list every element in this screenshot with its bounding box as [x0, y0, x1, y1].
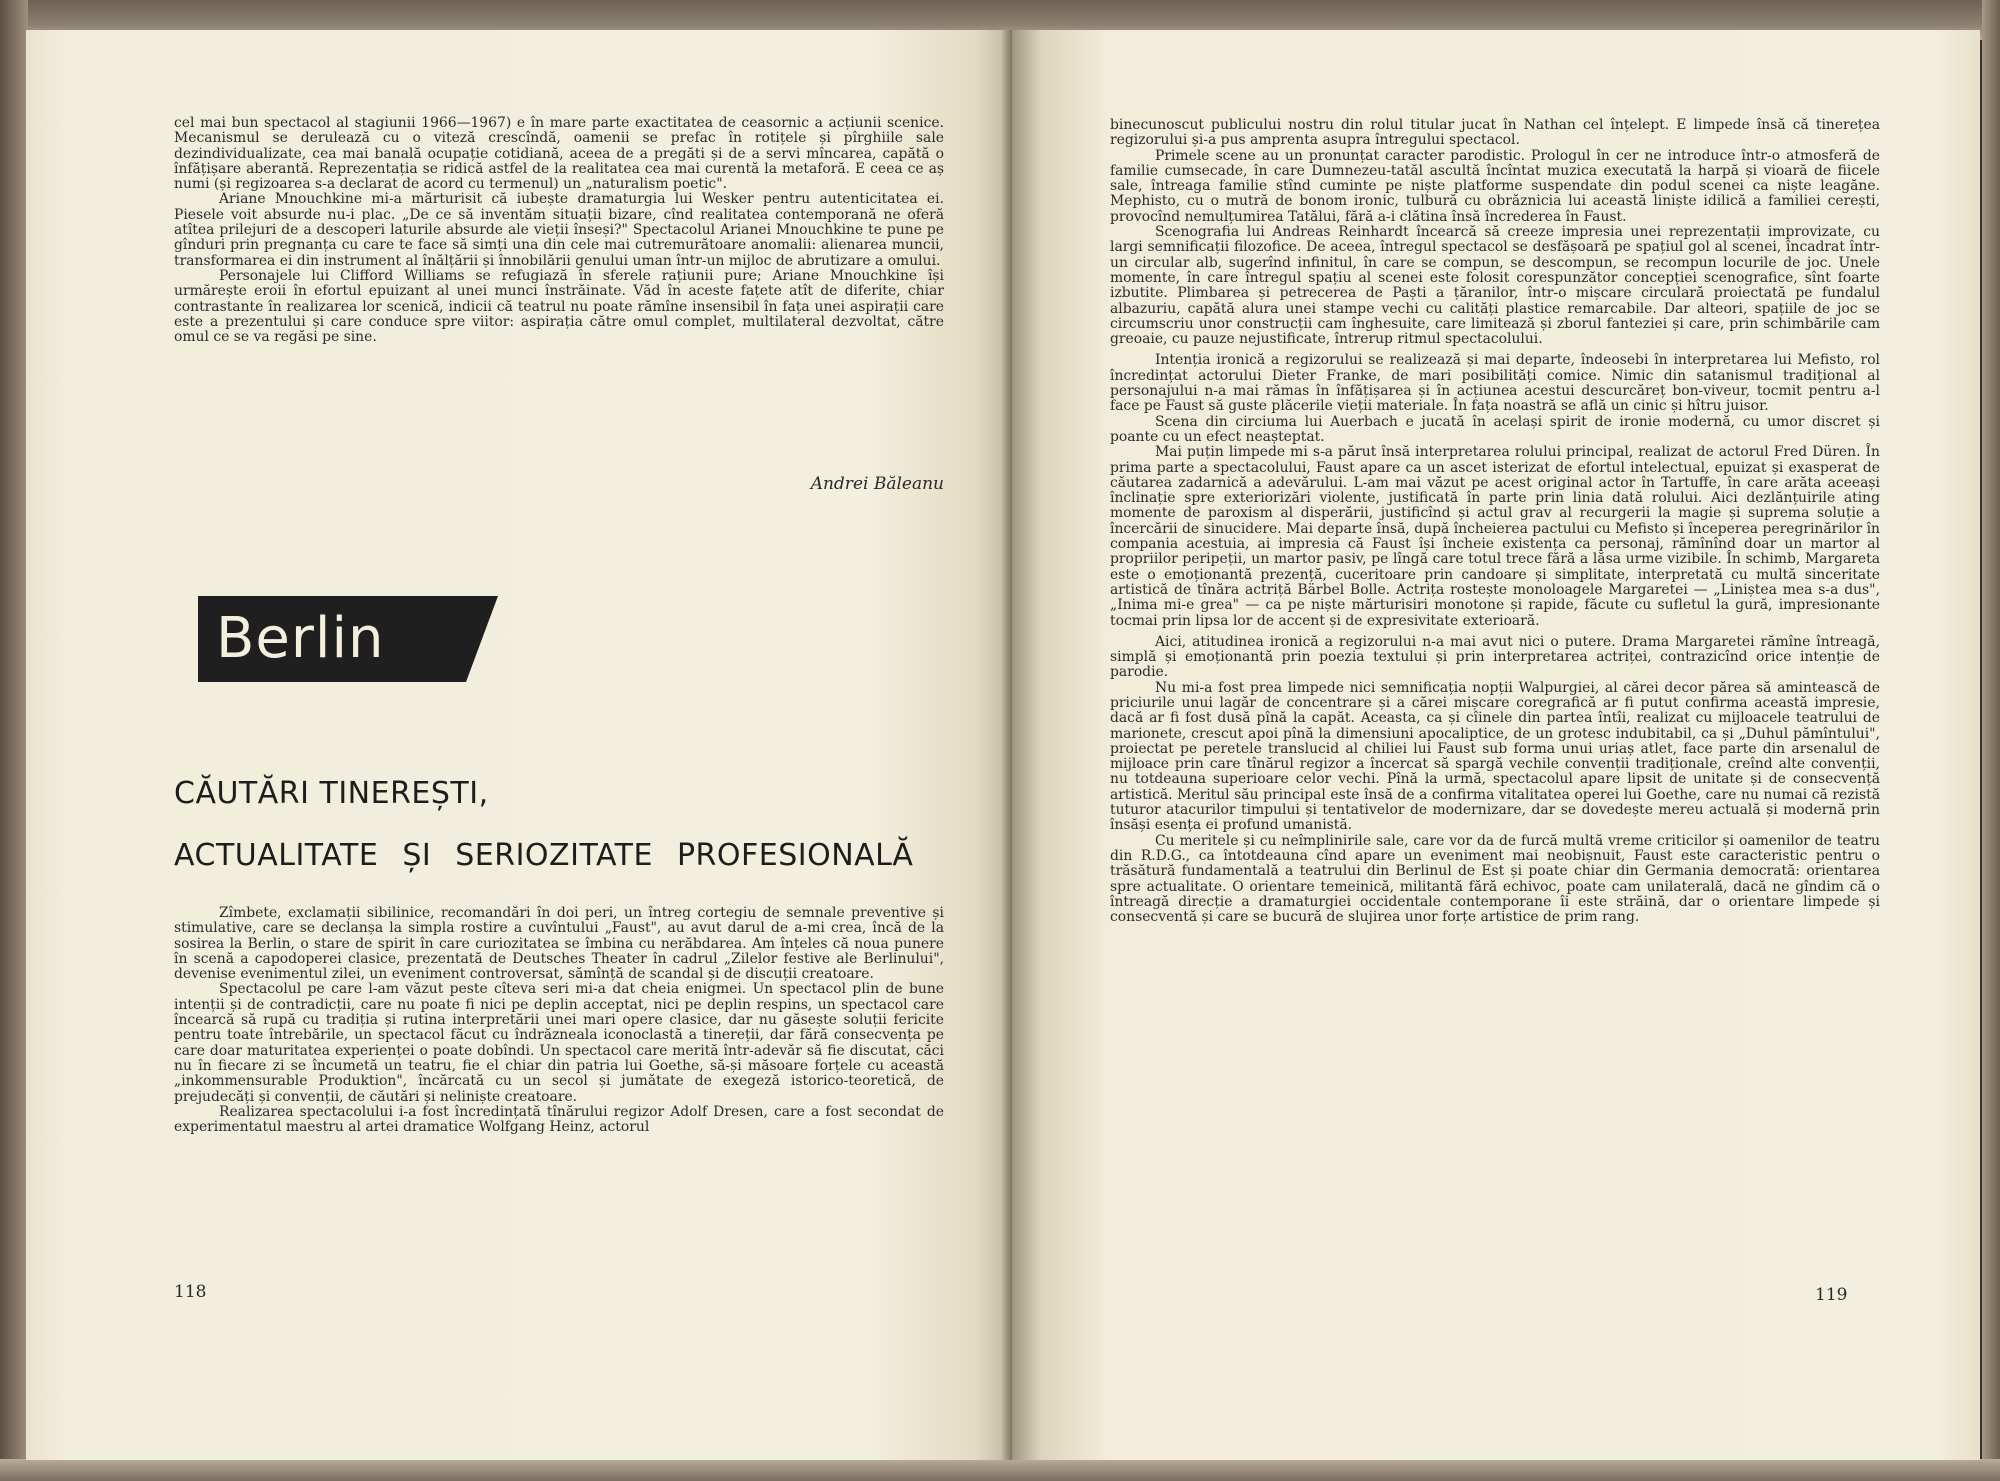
paragraph: Aici, atitudinea ironică a regizorului n-a mai avut nici o putere. Drama Margaretei rămîne întreagă, simplă și emoționantă prin poezia textului și prin interpretarea actriței, contrazicînd orice intenție de parodie. — [1110, 633, 1880, 681]
paragraph: Intenția ironică a regizorului se realizează și mai departe, îndeosebi în interpretarea lui Mefisto, rol încredințat actorului Dieter Franke, de mari posibilități comice. Nimic din satanismul tradițional al personajului n-a mai rămas în înfățișarea și în acțiunea acestui descurcăreț bon-viveur, tocmit pentru a-l face pe Faust să guste plăcerile vieții materiale. În fața noastră se află un cinic și hîtru juisor. — [1110, 352, 1880, 415]
paragraph: Mai puțin limpede mi s-a părut însă interpretarea rolului principal, realizat de actorul Fred Düren. În prima parte a spectacolului, Faust apare ca un ascet isterizat de efortul intelectual, epuizat și exasperat de căutarea zadarnică a adevărului. L-am mai văzut pe acest original actor în Tartuffe, în care arăta aceeași înclinație spre exteriorizări violente, justificată în parte prin linia dată rolului. Aici dezlănțuirile ating momente de paroxism al disperării, justificînd și actul grav al recurgerii la magie și suprema soluție a încercării de sinucidere. Mai departe însă, după încheierea pactului cu Mefisto și începerea peregrinărilor în compania acestuia, ai impresia că Faust își încheie existența ca personaj, rămînînd doar un martor al propriilor peripeții, un martor pasiv, pe lîngă care totul trece fără a lăsa urme vizibile. În schimb, Margareta este o emoționantă prezență, cuceritoare prin candoare și simplitate, interpretată cu multă sinceritate artistică de tînăra actriță Bärbel Bolle. Actrița rostește monoloagele Margaretei — „Liniștea mea s-a dus", „Inima mi-e grea" — ca pe niște mărturisiri monotone și rapide, făcute cu sufletul la gură, impresionante tocmai prin lipsa lor de accent și de expresivitate exterioară. — [1110, 444, 1880, 629]
paragraph: Ariane Mnouchkine mi-a mărturisit că iubește dramaturgia lui Wesker pentru autenticitatea ei. Piesele voit absurde nu-i plac. „De ce să inventăm situații bizare, cînd realitatea contemporană ne oferă atîtea prilejuri de a descoperi laturile absurde ale vieții înseși?" Spectacolul Arianei Mnouchkine te pune pe gînduri prin pregnanța cu care te face să simți una din cele mai cutremurătoare anomalii: alienarea muncii, transformarea ei din instrument al înălțării și înnobilării genului uman într-un mijloc de abrutizare a omului. — [174, 191, 944, 269]
paragraph: Spectacolul pe care l-am văzut peste cîteva seri mi-a dat cheia enigmei. Un spectacol plin de bune intenții și de contradicții, care nu poate fi nici pe deplin acceptat, nici pe deplin respins, un spectacol care încearcă să rupă cu tradiția și rutina interpretării unei mari opere clasice, dar nu găsește soluții fericite pentru toate întrebările, un spectacol făcut cu îndrăzneala iconoclastă a tinereții, dar fără consecvența pe care doar maturitatea experienței o poate dobîndi. Un spectacol care merită într-adevăr să fie discutat, căci nu în fiecare zi se încumetă un teatru, fie el chiar din patria lui Goethe, să-și măsoare forțele cu această „inkommensurable Produktion", încărcată cu un secol și jumătate de exegeză istorico-teoretică, de prejudecăți și convenții, de căutări și neliniște creatoare. — [174, 981, 944, 1105]
paragraph: binecunoscut publicului nostru din rolul titular jucat în Nathan cel înțelept. E limpede însă că tinerețea regizorului și-a pus amprenta asupra întregului spectacol. — [1110, 117, 1880, 149]
page-number-left: 118 — [174, 1282, 207, 1302]
paragraph: Primele scene au un pronunțat caracter parodistic. Prologul în cer ne introduce într-o atmosferă de familie cumsecade, în care Dumnezeu-tatăl ascultă încîntat muzica executată la harpă și vioară de fiicele sale, întreaga familie stînd cuminte pe niște platforme suspendate din podul scenei ca niște leagăne. Mephisto, cu o mutră de bonom ironic, tulbură cu obrăznicia lui această liniște idilică a familiei cerești, provocînd nemulțumirea Tatălui, fără a-i clătina însă încrederea în Faust. — [1110, 147, 1880, 225]
paragraph: cel mai bun spectacol al stagiunii 1966—1967) e în mare parte exactitatea de ceasornic a acțiunii scenice. Mecanismul se derulează cu o viteză crescîndă, oamenii se prefac în rotițele și pîrghiile sale dezindividualizate, cea mai banală ocupație cotidiană, aceea de a pregăti și de a servi mîncarea, capătă o înfățișare aberantă. Reprezentația se ridică astfel de la realitatea cea mai curentă la metaforă. E ceea ce aș numi (și regizoarea s-a declarat de acord cu termenul) un „naturalism poetic". — [174, 115, 944, 193]
section-banner-label: Berlin — [216, 606, 385, 671]
article-heading-line2: ACTUALITATE ȘI SERIOZITATE PROFESIONALĂ — [174, 838, 914, 873]
article-continued-text — [1110, 118, 1880, 925]
article-body-text — [174, 906, 944, 1135]
article-heading-line1: CĂUTĂRI TINEREȘTI, — [174, 776, 489, 811]
paragraph: Personajele lui Clifford Williams se refugiază în sferele rațiunii pure; Ariane Mnouchkine își urmărește eroii în efortul epuizant al unei munci înstrăinate. Văd în aceste fațete atît de diferite, chiar contrastante în realizarea lor scenică, indicii că teatrul nu poate rămîne insensibil în fața unei aspirații care este a prezentului și care conduce spre viitor: aspirația către omul complet, multilateral dezvoltat, către omul ce se va regăsi pe sine. — [174, 267, 944, 346]
author-signature: Andrei Băleanu — [810, 474, 944, 494]
book-cover-left-edge — [0, 0, 28, 1481]
section-banner — [198, 596, 498, 682]
paragraph: Scenografia lui Andreas Reinhardt încearcă să creeze impresia unei reprezentații improvizate, cu largi semnificații filozofice. De aceea, întregul spectacol se desfășoară pe spațiul gol al scenei, încadrat într-un circular alb, sugerînd infinitul, în care se compun, se descompun, se recompun locurile de joc. Unele momente, în care întregul spațiu al scenei este folosit corespunzător concepției scenografice, sînt foarte izbutite. Plimbarea și petrecerea de Paști a țăranilor, într-o mișcare circulară proiectată pe fundalul albazuriu, capătă alura unei stampe vechi cu calități plastice remarcabile. Dar alteori, spațiile de joc se circumscriu unor construcții cam înghesuite, care limitează și zborul fanteziei și care, prin schimbările cam greoaie, cu pauze nejustificate, întrerup ritmul spectacolului. — [1110, 224, 1880, 348]
right-page — [1012, 30, 1980, 1460]
book-cover-right-edge — [1982, 0, 2000, 1481]
paragraph: Realizarea spectacolului i-a fost încredințată tînărului regizor Adolf Dresen, care a fost secondat de experimentatul maestru al artei dramatice Wolfgang Heinz, actorul — [174, 1103, 944, 1136]
book-cover-bottom-edge — [0, 1459, 2000, 1481]
paragraph: Scena din circiuma lui Auerbach e jucată în același spirit de ironie modernă, cu umor discret și poante cu un efect neașteptat. — [1110, 413, 1880, 445]
left-page — [26, 30, 1016, 1460]
paragraph: Zîmbete, exclamații sibilinice, recomandări în doi peri, un întreg cortegiu de semnale preventive și stimulative, care se declanșa la simpla rostire a cuvîntului „Faust", au avut darul de a-mi crea, încă de la sosirea la Berlin, o stare de spirit în care curiozitatea se îmbina cu nerăbdarea. Am înțeles că noua punere în scenă a capodoperei clasice, prezentată de Deutsches Theater în cadrul „Zilelor festive ale Berlinului", devenise evenimentul zilei, un eveniment controversat, sămînță de scandal și de discuții creatoare. — [174, 905, 944, 983]
paragraph: Nu mi-a fost prea limpede nici semnificația nopții Walpurgiei, al cărei decor părea să amintească de priciurile unui lagăr de concentrare și a cărei mișcare coregrafică ar fi putut confirma această impresie, dacă ar fi fost dusă pînă la capăt. Aceasta, ca și cîinele din partea întîi, realizat cu mijloacele teatrului de marionete, crescut apoi pînă la dimensiuni apocaliptice, de un grotesc indubitabil, ca și „Duhul pămîntului", proiectat pe peretele translucid al chiliei lui Faust sub forma unui uriaș atlet, face parte din arsenalul de mijloace prin care tînărul regizor a încercat să spargă vechile convenții tradiționale, creînd alte convenții, nu totdeauna superioare celor vechi. Pînă la urmă, spectacolul apare lipsit de unitate și de consecvență artistică. Meritul său principal este însă de a confirma vitalitatea operei lui Goethe, care nu numai că rezistă tuturor atacurilor timpului și tentativelor de modernizare, dar se dovedește mereu actuală și modernă prin însăși esența ei profund umanistă. — [1110, 679, 1880, 834]
paragraph: Cu meritele și cu neîmplinirile sale, care vor da de furcă multă vreme criticilor și oamenilor de teatru din R.D.G., ca întotdeauna cînd apare un eveniment mai neobișnuit, Faust este caracteristic pentru o trăsătură fundamentală a teatrului din Berlinul de Est și poate chiar din Germania democrată: orientarea spre actualitate. O orientare temeinică, militantă fără echivoc, poate cam unilaterală, dacă ne gîndim că o întreagă direcție a dramaturgiei occidentale contemporane îi este străină, dar o orientare limpede și consecventă și care se bucură de slujirea unor forțe artistice de prim rang. — [1110, 832, 1880, 926]
article-end-text — [174, 116, 944, 345]
page-number-right: 119 — [1815, 1285, 1848, 1305]
